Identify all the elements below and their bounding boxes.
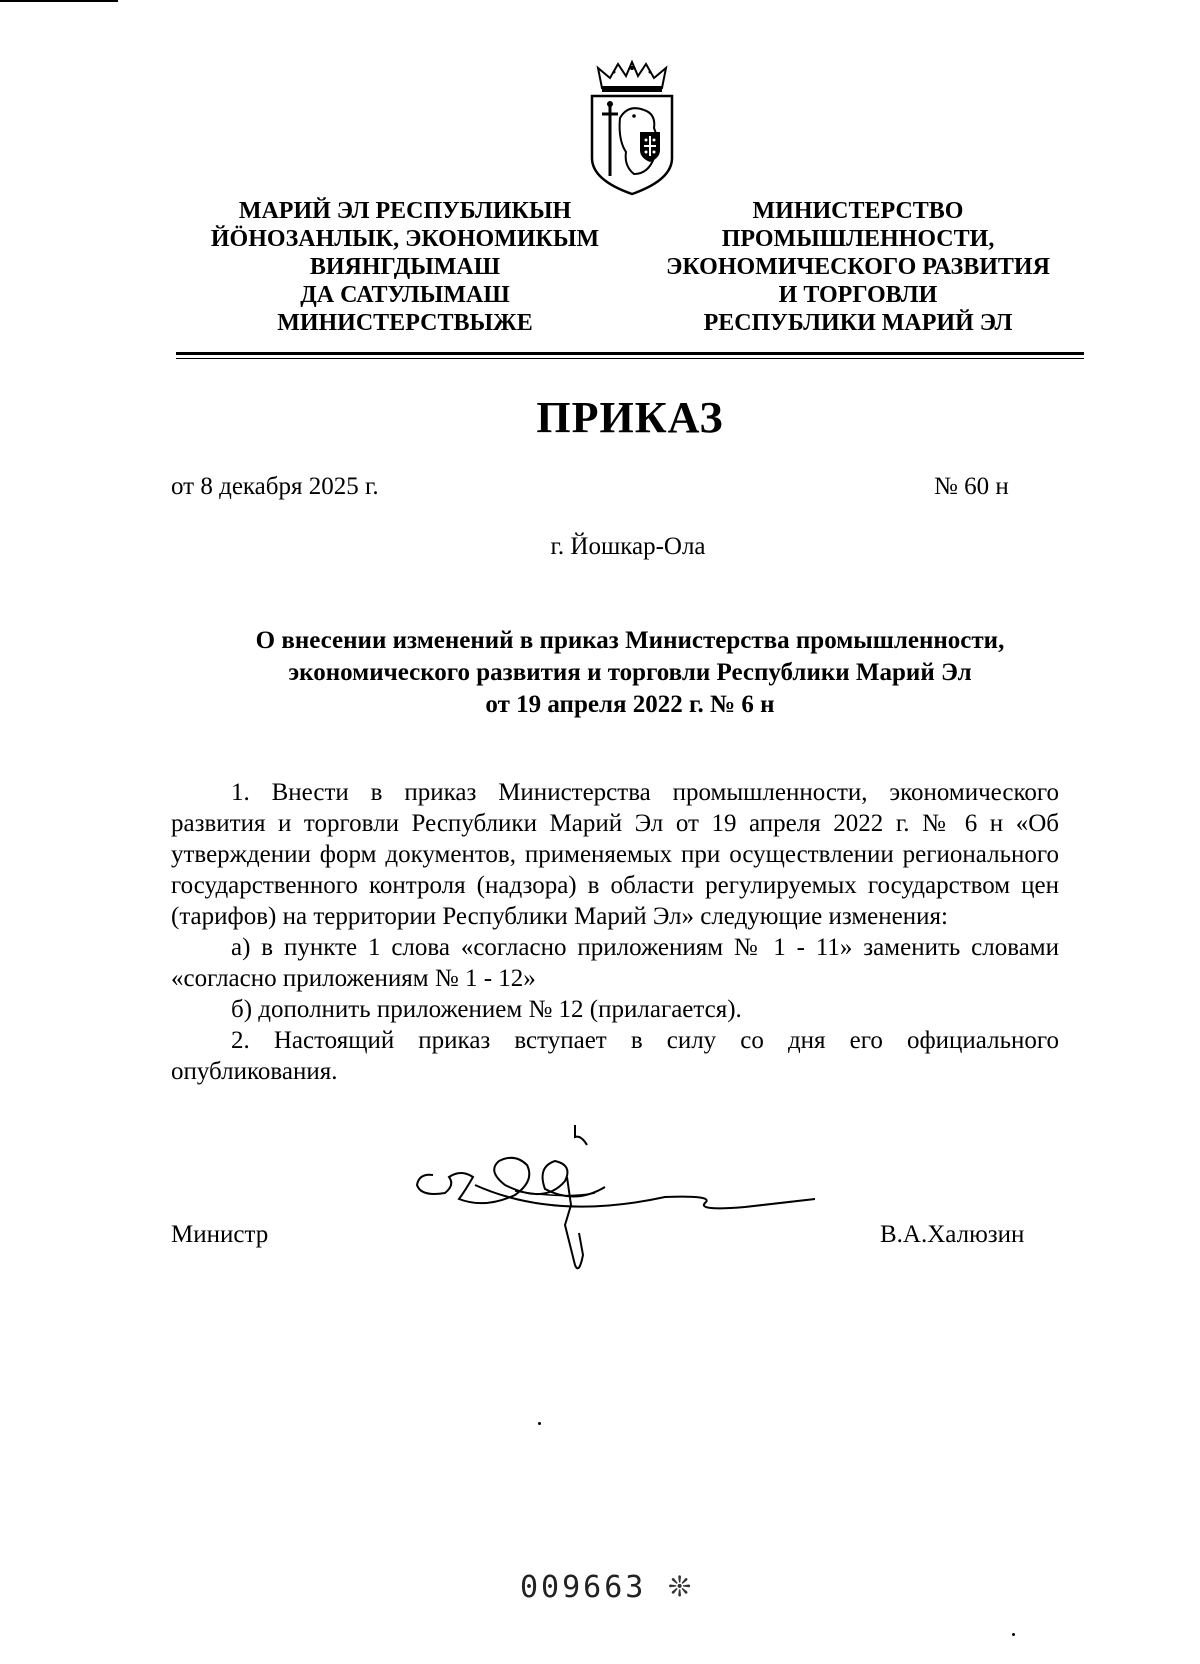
header-right-line: И ТОРГОВЛИ: [778, 282, 938, 308]
document-body: [171, 777, 1059, 1087]
header-left-line: МИНИСТЕРСТВЫЖЕ: [277, 310, 533, 336]
document-date: от 8 декабря 2025 г.: [171, 473, 379, 500]
signer-name: В.А.Халюзин: [880, 1221, 1025, 1248]
header-divider-thin: [176, 358, 1084, 359]
scan-speck: [1012, 1633, 1015, 1636]
header-right-line: ПРОМЫШЛЕННОСТИ,: [721, 226, 995, 252]
header-left-line: ДА САТУЛЫМАШ: [300, 282, 510, 308]
body-paragraph-1: 1. Внести в приказ Министерства промышленности, экономического развития и торговли Республики Марий Эл от 19 апреля 2022 г. № 6 н «Об утверждении форм документов, применяемых при осуществлении регионального государственного контроля (надзора) в области регулируемых государством цен (тарифов) на территории Республики Марий Эл» следующие изменения:: [171, 779, 1059, 930]
header-left-line: МАРИЙ ЭЛ РЕСПУБЛИКЫН: [238, 198, 572, 224]
header-right-line: МИНИСТЕРСТВО: [752, 198, 964, 224]
serial-number: 009663: [520, 1570, 647, 1605]
document-number: № 60 н: [934, 473, 1009, 500]
coat-of-arms-icon: [584, 58, 680, 196]
subject-line: экономического развития и торговли Республики Марий Эл: [288, 659, 972, 686]
header-right-line: ЭКОНОМИЧЕСКОГО РАЗВИТИЯ: [666, 254, 1050, 280]
document-subject: [180, 625, 1080, 721]
header-left-line: ЙӦНОЗАНЛЫК, ЭКОНОМИКЫМ: [210, 226, 600, 252]
header-russian-language: [638, 197, 1078, 337]
header-left-line: ВИЯНГДЫМАШ: [309, 254, 501, 280]
signer-role: Министр: [171, 1221, 269, 1248]
document-title: ПРИКАЗ: [536, 393, 724, 442]
scan-speck: [538, 1422, 541, 1425]
header-mari-language: [185, 197, 625, 337]
document-city: г. Йошкар-Ола: [550, 533, 706, 560]
header-right-line: РЕСПУБЛИКИ МАРИЙ ЭЛ: [703, 310, 1013, 336]
subject-line: от 19 апреля 2022 г. № 6 н: [485, 691, 775, 718]
body-paragraph-3: б) дополнить приложением № 12 (прилагается).: [231, 996, 742, 1023]
handwritten-signature-icon: [415, 1125, 835, 1305]
subject-line: О внесении изменений в приказ Министерства промышленности,: [255, 627, 1005, 654]
serial-mark-icon: ❊: [668, 1570, 692, 1603]
header-divider-thick: [176, 352, 1084, 355]
body-paragraph-2: а) в пункте 1 слова «согласно приложениям № 1 - 11» заменить словами «согласно приложениям № 1 - 12»: [171, 934, 1059, 992]
body-paragraph-4: 2. Настоящий приказ вступает в силу со дня его официального опубликования.: [171, 1027, 1059, 1085]
scan-corner-mark: [0, 0, 118, 2]
